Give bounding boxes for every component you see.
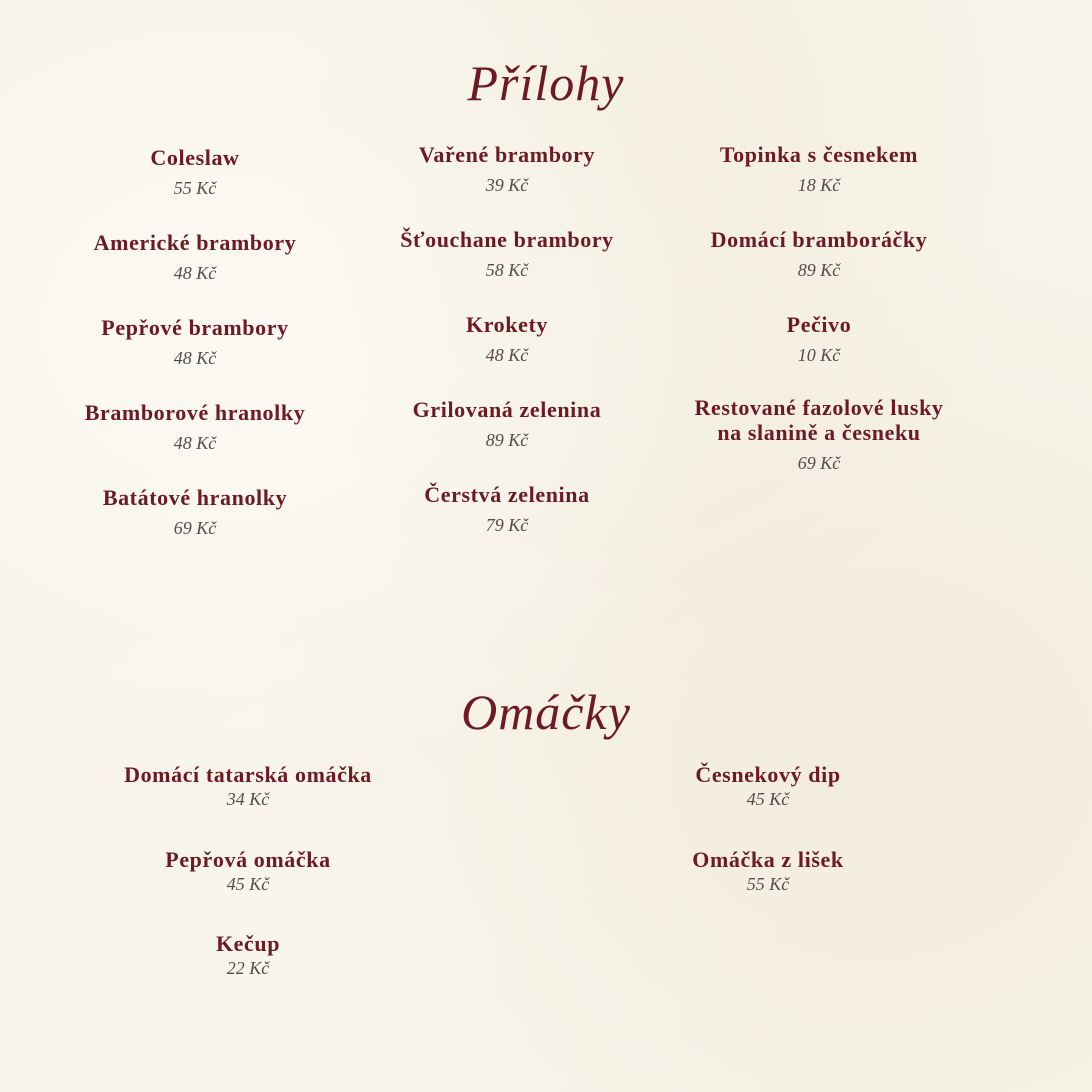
menu-item (618, 762, 918, 810)
item-name: Topinka s česnekem (719, 142, 919, 167)
item-name: Omáčka z lišek (692, 847, 844, 872)
menu-item (357, 397, 657, 451)
menu-item (88, 931, 408, 979)
item-price: 69 Kč (797, 453, 841, 473)
item-name: Kečup (215, 931, 281, 956)
item-price: 48 Kč (173, 433, 217, 453)
prilohy-column-2 (357, 142, 657, 562)
item-price: 48 Kč (485, 345, 529, 365)
item-price: 58 Kč (485, 260, 529, 280)
item-name: Batátové hranolky (102, 485, 288, 510)
item-name: Americké brambory (93, 230, 297, 255)
item-price: 79 Kč (485, 515, 529, 535)
menu-item (45, 145, 345, 199)
menu-item (357, 142, 657, 196)
item-price: 18 Kč (797, 175, 841, 195)
menu-item (45, 485, 345, 539)
menu-item (664, 312, 974, 366)
item-name: Pepřová omáčka (165, 847, 331, 872)
menu-item (45, 400, 345, 454)
item-price: 22 Kč (226, 958, 270, 978)
item-price: 55 Kč (173, 178, 217, 198)
item-name: Grilovaná zelenina (412, 397, 602, 422)
item-name: Coleslaw (150, 145, 240, 170)
prilohy-column-3 (664, 142, 974, 492)
item-price: 10 Kč (797, 345, 841, 365)
menu-item (618, 847, 918, 895)
item-price: 45 Kč (226, 874, 270, 894)
item-price: 34 Kč (226, 789, 270, 809)
item-name: Domácí tatarská omáčka (124, 762, 372, 787)
item-price: 45 Kč (746, 789, 790, 809)
menu-item (357, 227, 657, 281)
item-name: Domácí bramboráčky (710, 227, 928, 252)
item-name: Šťouchane brambory (400, 227, 614, 252)
item-price: 69 Kč (173, 518, 217, 538)
menu-item (45, 315, 345, 369)
item-name: Pečivo (786, 312, 852, 337)
item-name: Restované fazolové lusky na slanině a česneku (694, 395, 944, 445)
item-name: Čerstvá zelenina (424, 482, 590, 507)
menu-item (664, 395, 974, 474)
menu-item (88, 847, 408, 895)
item-name: Pepřové brambory (101, 315, 289, 340)
item-name: Vařené brambory (418, 142, 596, 167)
menu-item (357, 482, 657, 536)
item-name: Krokety (465, 312, 548, 337)
section-title-omacky: Omáčky (461, 684, 631, 740)
item-name: Bramborové hranolky (84, 400, 306, 425)
item-price: 89 Kč (485, 430, 529, 450)
item-price: 55 Kč (746, 874, 790, 894)
menu-item (664, 227, 974, 281)
item-price: 39 Kč (485, 175, 529, 195)
section-title-prilohy: Přílohy (467, 55, 625, 111)
menu-item (664, 142, 974, 196)
omacky-column-2 (618, 762, 918, 912)
menu-item (88, 762, 408, 810)
item-price: 48 Kč (173, 348, 217, 368)
item-price: 48 Kč (173, 263, 217, 283)
item-price: 89 Kč (797, 260, 841, 280)
menu-item (45, 230, 345, 284)
omacky-column-1 (88, 762, 408, 1002)
prilohy-column-1 (45, 145, 345, 565)
item-name: Česnekový dip (695, 762, 841, 787)
menu-item (357, 312, 657, 366)
